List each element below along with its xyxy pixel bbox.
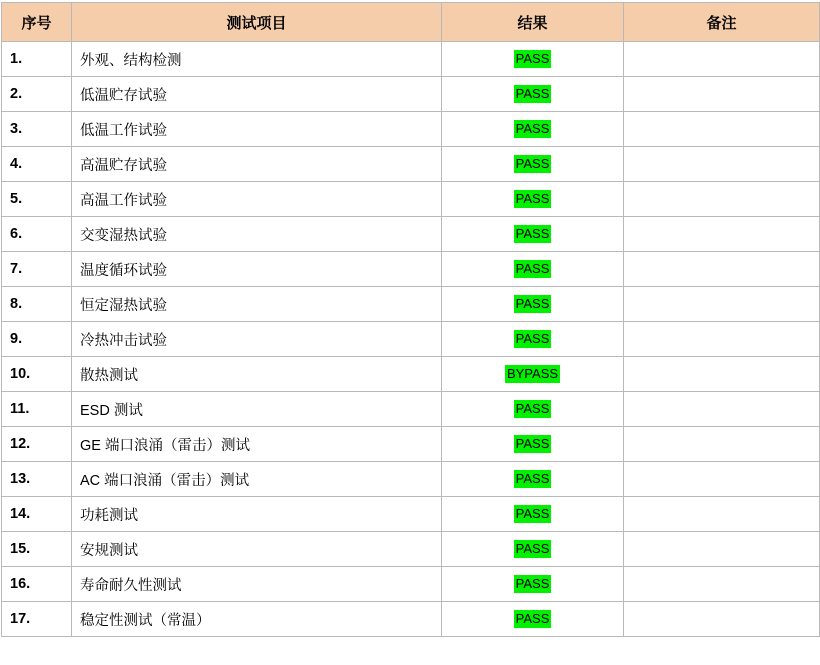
row-index-cell: 5.	[2, 182, 72, 217]
result-cell	[442, 147, 624, 182]
status-badge: PASS	[515, 611, 550, 626]
test-item-cell: 寿命耐久性测试	[72, 567, 442, 602]
table-body	[2, 42, 820, 637]
table-row	[2, 567, 820, 602]
note-cell	[624, 147, 820, 182]
result-cell	[442, 497, 624, 532]
status-badge: PASS	[515, 576, 550, 591]
test-item-cell: 低温贮存试验	[72, 77, 442, 112]
row-index-cell: 10.	[2, 357, 72, 392]
column-header-result: 结果	[442, 3, 624, 42]
table-row	[2, 497, 820, 532]
result-cell	[442, 567, 624, 602]
note-cell	[624, 287, 820, 322]
table-row	[2, 252, 820, 287]
status-badge: PASS	[515, 51, 550, 66]
result-cell	[442, 602, 624, 637]
row-index-cell: 13.	[2, 462, 72, 497]
table-row	[2, 602, 820, 637]
status-badge: PASS	[515, 191, 550, 206]
status-badge: PASS	[515, 331, 550, 346]
row-index-cell: 6.	[2, 217, 72, 252]
table-row	[2, 112, 820, 147]
note-cell	[624, 77, 820, 112]
row-index-cell: 4.	[2, 147, 72, 182]
test-item-cell: 交变湿热试验	[72, 217, 442, 252]
result-cell	[442, 217, 624, 252]
table-row	[2, 462, 820, 497]
test-item-cell: 低温工作试验	[72, 112, 442, 147]
test-item-cell: 冷热冲击试验	[72, 322, 442, 357]
test-item-cell: ESD 测试	[72, 392, 442, 427]
result-cell	[442, 427, 624, 462]
result-cell	[442, 532, 624, 567]
test-item-cell: 温度循环试验	[72, 252, 442, 287]
row-index-cell: 11.	[2, 392, 72, 427]
table-row	[2, 217, 820, 252]
result-cell	[442, 42, 624, 77]
note-cell	[624, 217, 820, 252]
row-index-cell: 16.	[2, 567, 72, 602]
note-cell	[624, 322, 820, 357]
table-row	[2, 392, 820, 427]
test-item-cell: 散热测试	[72, 357, 442, 392]
note-cell	[624, 392, 820, 427]
table-row	[2, 77, 820, 112]
row-index-cell: 9.	[2, 322, 72, 357]
status-badge: PASS	[515, 156, 550, 171]
status-badge: PASS	[515, 436, 550, 451]
table-row	[2, 532, 820, 567]
note-cell	[624, 567, 820, 602]
test-results-table	[1, 2, 820, 637]
table-header-row	[2, 3, 820, 42]
result-cell	[442, 357, 624, 392]
row-index-cell: 15.	[2, 532, 72, 567]
test-item-cell: GE 端口浪涌（雷击）测试	[72, 427, 442, 462]
result-cell	[442, 252, 624, 287]
table-row	[2, 357, 820, 392]
note-cell	[624, 462, 820, 497]
test-item-cell: 高温贮存试验	[72, 147, 442, 182]
row-index-cell: 14.	[2, 497, 72, 532]
note-cell	[624, 252, 820, 287]
test-item-cell: 高温工作试验	[72, 182, 442, 217]
status-badge: PASS	[515, 401, 550, 416]
table-row	[2, 147, 820, 182]
result-cell	[442, 182, 624, 217]
table-row	[2, 287, 820, 322]
status-badge: PASS	[515, 541, 550, 556]
column-header-note: 备注	[624, 3, 820, 42]
status-badge: PASS	[515, 86, 550, 101]
note-cell	[624, 357, 820, 392]
result-cell	[442, 287, 624, 322]
note-cell	[624, 497, 820, 532]
row-index-cell: 17.	[2, 602, 72, 637]
row-index-cell: 1.	[2, 42, 72, 77]
note-cell	[624, 602, 820, 637]
test-item-cell: 稳定性测试（常温）	[72, 602, 442, 637]
status-badge: PASS	[515, 121, 550, 136]
row-index-cell: 8.	[2, 287, 72, 322]
test-item-cell: 功耗测试	[72, 497, 442, 532]
status-badge: PASS	[515, 296, 550, 311]
row-index-cell: 12.	[2, 427, 72, 462]
status-badge: PASS	[515, 506, 550, 521]
test-item-cell: 安规测试	[72, 532, 442, 567]
test-item-cell: AC 端口浪涌（雷击）测试	[72, 462, 442, 497]
column-header-no: 序号	[2, 3, 72, 42]
note-cell	[624, 427, 820, 462]
table-row	[2, 427, 820, 462]
note-cell	[624, 42, 820, 77]
note-cell	[624, 182, 820, 217]
row-index-cell: 3.	[2, 112, 72, 147]
status-badge: PASS	[515, 471, 550, 486]
status-badge: PASS	[515, 226, 550, 241]
table-row	[2, 182, 820, 217]
note-cell	[624, 532, 820, 567]
status-badge: BYPASS	[506, 366, 559, 381]
test-item-cell: 恒定湿热试验	[72, 287, 442, 322]
result-cell	[442, 322, 624, 357]
result-cell	[442, 392, 624, 427]
result-cell	[442, 77, 624, 112]
table-row	[2, 42, 820, 77]
note-cell	[624, 112, 820, 147]
table-row	[2, 322, 820, 357]
row-index-cell: 7.	[2, 252, 72, 287]
row-index-cell: 2.	[2, 77, 72, 112]
test-item-cell: 外观、结构检测	[72, 42, 442, 77]
result-cell	[442, 112, 624, 147]
status-badge: PASS	[515, 261, 550, 276]
result-cell	[442, 462, 624, 497]
column-header-item: 测试项目	[72, 3, 442, 42]
